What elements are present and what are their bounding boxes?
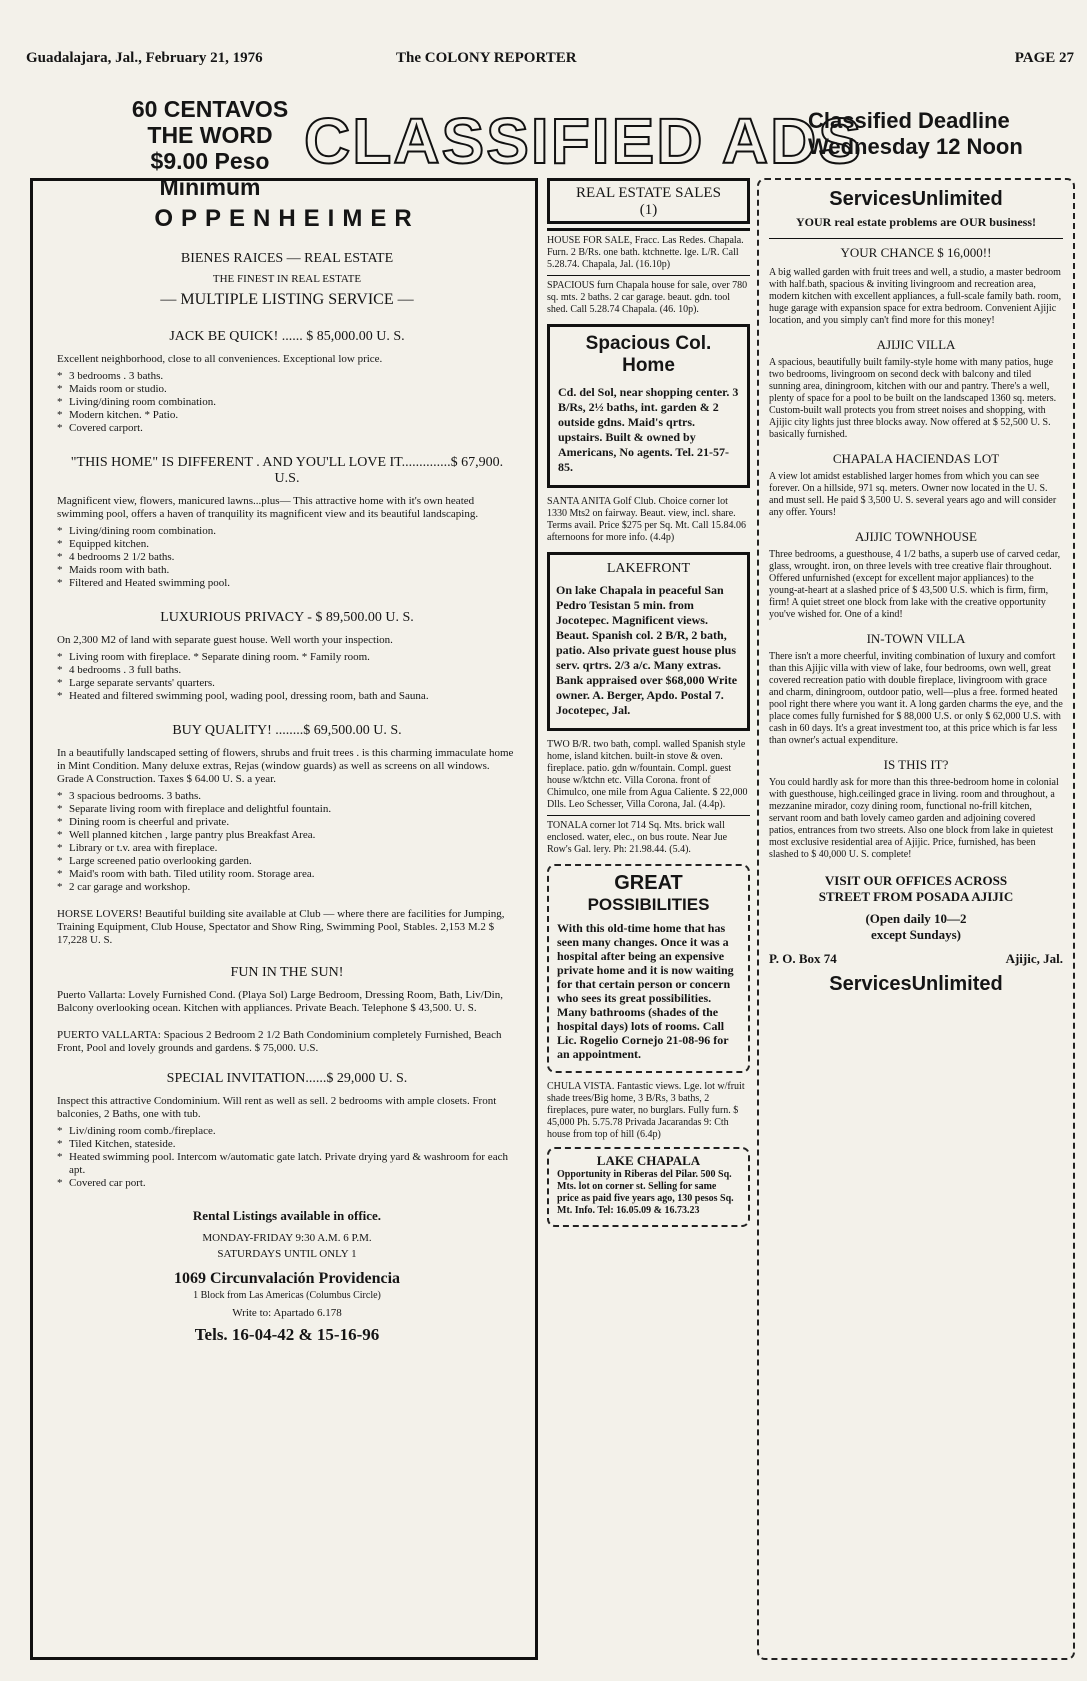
classified-ad: TWO B/R. two bath, compl. walled Spanish style home, island kitchen. built-in stove & oven. fireplace. patio. gdn w/fountain. Compl. guest house w/ktchn etc. Villa Corona. front of Chimulco, one mile from Agua Caliente. $ 22,000 Dlls. Leo Schesser, Villa Corona, Jal. (4.4p). xyxy=(547,739,748,810)
oppenheimer-ad xyxy=(30,178,538,1660)
listing-text: PUERTO VALLARTA: Spacious 2 Bedroom 2 1/2 Bath Condominium completely Furnished, Beach Front, Pool and lovely grounds and gardens. $ 75,000. U.S. xyxy=(57,1029,502,1054)
listing-text: Excellent neighborhood, close to all conveniences. Exceptional low price. xyxy=(57,353,383,365)
listing-text: Magnificent view, flowers, manicured lawns...plus— This attractive home with it's own heated swimming pool, offers a haven of tranquility its magnificent view and its beautiful landscaping. xyxy=(57,495,479,520)
town: Ajijic, Jal. xyxy=(1005,951,1063,966)
subtitle: THE FINEST IN REAL ESTATE xyxy=(212,273,362,285)
divider xyxy=(547,275,750,276)
display-ad-title: LAKEFRONT xyxy=(606,561,691,576)
feature: * Modern kitchen. * Patio. xyxy=(69,409,517,422)
tagline: YOUR real estate problems are OUR business! xyxy=(796,215,1036,229)
listing-features xyxy=(57,651,517,703)
feature: * Maids room with bath. xyxy=(69,564,517,577)
listing-heading: SPECIAL INVITATION......$ 29,000 U. S. xyxy=(166,1071,408,1086)
feature: * Filtered and Heated swimming pool. xyxy=(69,577,517,590)
listing-heading: IN-TOWN VILLA xyxy=(866,631,966,646)
office-visit: VISIT OUR OFFICES ACROSS STREET FROM POSADA AJIJIC xyxy=(818,873,1014,904)
office-hours: MONDAY-FRIDAY 9:30 A.M. 6 P.M. xyxy=(202,1232,372,1244)
deadline-line: Classified Deadline xyxy=(808,108,1010,133)
deadline-line: Wednesday 12 Noon xyxy=(808,134,1023,159)
deadline xyxy=(808,108,1078,160)
feature: * Liv/dining room comb./fireplace. xyxy=(69,1125,517,1138)
feature: * Heated and filtered swimming pool, wading pool, dressing room, bath and Sauna. xyxy=(69,690,517,703)
listing-heading: BUY QUALITY! ........$ 69,500.00 U. S. xyxy=(172,723,402,738)
display-ad xyxy=(547,324,750,488)
listing-features xyxy=(57,370,517,435)
feature: * 3 bedrooms . 3 baths. xyxy=(69,370,517,383)
real-estate-sales-column xyxy=(547,178,750,1227)
listing-heading: IS THIS IT? xyxy=(883,757,949,772)
listing-features xyxy=(57,790,517,894)
firm-name: OPPENHEIMER xyxy=(154,205,420,232)
display-ad-title: GREAT xyxy=(614,872,683,894)
listing-text: Inspect this attractive Condominium. Will rent as well as sell. 2 bedrooms with ample closets. Front balconies, 2 Baths, one with tub. xyxy=(57,1095,497,1120)
feature: * 3 spacious bedrooms. 3 baths. xyxy=(69,790,517,803)
listing-features xyxy=(57,1125,517,1190)
display-ad-text: On lake Chapala in peaceful San Pedro Tesistan 5 min. from Jocotepec. Magnificent views. Beaut. Spanish col. 2 B/R, 2 bath, patio. Also private guest house plus serv. qrtrs. 2/3 a/c. Many extras. Bank appraised over $68,000 Write owner. A. Berger, Apdo. Postal 7. Jocotepec, Jal. xyxy=(556,583,738,717)
listing-heading: "THIS HOME" IS DIFFERENT . AND YOU'LL LOVE IT..............$ 67,900. U.S. xyxy=(70,455,504,486)
office-address: 1069 Circunvalación Providencia xyxy=(173,1270,401,1287)
feature: * 2 car garage and workshop. xyxy=(69,881,517,894)
listing-text: A view lot amidst established larger homes from which you can see forever. On a hillside, 971 sq. meters. Owner now located in the U. S. and must sell. He paid $ 3,500 U. S. several years ago and will consider any offer. Yours! xyxy=(769,471,1057,518)
display-ad xyxy=(547,552,750,731)
listing-text: HORSE LOVERS! Beautiful building site available at Club — where there are facilities for Jumping, Training Equipment, Club House, Spectator and Show Ring, Swimming Pool, Stables. 2,153 M.2 $ 17,228 U. S. xyxy=(57,908,505,946)
feature: * Dining room is cheerful and private. xyxy=(69,816,517,829)
display-ad-text: Cd. del Sol, near shopping center. 3 B/Rs, 2½ baths, int. garden & 2 outside gdns. Maid's qrtrs. upstairs. Built & owned by Americans, No agents. Tel. 21-57-85. xyxy=(558,385,739,474)
rate-line: $9.00 Peso Minimum xyxy=(150,148,270,200)
feature: * Covered car port. xyxy=(69,1177,517,1190)
listing-heading: AJIJIC VILLA xyxy=(876,337,956,352)
brand-name-footer: ServicesUnlimited xyxy=(829,973,1003,995)
listing-heading: FUN IN THE SUN! xyxy=(230,965,344,980)
feature: * Well planned kitchen , large pantry plus Breakfast Area. xyxy=(69,829,517,842)
display-ad xyxy=(547,864,750,1073)
office-directions: 1 Block from Las Americas (Columbus Circle) xyxy=(193,1290,381,1301)
newspaper-name: The COLONY REPORTER xyxy=(396,50,577,66)
feature: * Equipped kitchen. xyxy=(69,538,517,551)
feature: * Large separate servants' quarters. xyxy=(69,677,517,690)
telephones: Tels. 16-04-42 & 15-16-96 xyxy=(194,1325,380,1344)
listing-text: On 2,300 M2 of land with separate guest house. Well worth your inspection. xyxy=(57,634,393,646)
feature: * Covered carport. xyxy=(69,422,517,435)
display-ad-text: With this old-time home that has seen many changes. Once it was a hospital after being an expensive private home and it is now waiting for that certain person or concern who sees its great possibilities. Many bathrooms (shades of the hospital days) lots of rooms. Call Lic. Rogelio Cornejo 21-08-96 for an appointment. xyxy=(557,921,734,1061)
feature: * Separate living room with fireplace and delightful fountain. xyxy=(69,803,517,816)
feature: * Heated swimming pool. Intercom w/automatic gate latch. Private drying yard & washroom for each apt. xyxy=(69,1151,517,1177)
listing-features xyxy=(57,525,517,590)
dateline: Guadalajara, Jal., February 21, 1976 xyxy=(26,50,263,66)
contact-line xyxy=(769,951,1063,967)
rate-line: THE WORD xyxy=(147,122,273,148)
feature: * Tiled Kitchen, stateside. xyxy=(69,1138,517,1151)
running-head xyxy=(26,50,1074,74)
section-title: CLASSIFIED ADS xyxy=(304,105,863,177)
listing-text: There isn't a more cheerful, inviting combination of luxury and comfort than this Ajijic villa with view of lake, four bedrooms, own well, great covered recreation patio with double fireplace, livingroom with grace and charm, diningroom, outdoor patio, well—plus a free. formed heated pool right there where you want it. A long garden charms the eye, and the place comes fully furnished for $ 88,000 U.S. or only $ 62,000 U.S. with cash in 60 days. It's a great investment too, at this price which is far less than owner's actual expenditure. xyxy=(769,651,1063,746)
divider xyxy=(547,228,750,231)
listing-text: A spacious, beautifully built family-style home with many patios, huge two bedrooms, livingroom on second deck with balcony and tiled sunning area, diningroom, kitchen with our and pantry. There's a well, plenty of space for a pool to be built on the landscaped 1360 sq. meters. Custom-built wall protects you from street noises and shopping, with Ajijic city lights just three blocks away. Now offered at $ 52,500 U. S. basically furnished. xyxy=(769,357,1057,440)
feature: * Large screened patio overlooking garden. xyxy=(69,855,517,868)
display-ad xyxy=(547,1147,750,1227)
mailing-address: Write to: Apartado 6.178 xyxy=(232,1307,342,1319)
display-ad-title: POSSIBILITIES xyxy=(587,895,710,914)
classified-ad: HOUSE FOR SALE, Fracc. Las Redes. Chapala. Furn. 2 B/Rs. one bath. ktchnette. lge. L/R. Call 5.28.74. Chapala, Jal. (16.10p) xyxy=(547,235,744,270)
feature: * 4 bedrooms . 3 full baths. xyxy=(69,664,517,677)
classified-ad: SPACIOUS furn Chapala house for sale, over 780 sq. mts. 2 baths. 2 car garage. beaut. gdn. tool shed. Call 5.28.74 Chapala. (46. 10p). xyxy=(547,280,748,315)
listing-text: Three bedrooms, a guesthouse, 4 1/2 baths, a superb use of carved cedar, glass, wrought. iron, on three levels with tree creative flair throughout. Offered unfurnished (except for excellent major appliances) to the young-at-heart at a slashed price of $ 43,500 U.S. which is firm, firm, firm! A quiet street one block from lake with the creative opportunity you've wished for. One of a kind! xyxy=(769,549,1061,620)
open-hours: except Sundays) xyxy=(871,927,961,942)
listing-text: Puerto Vallarta: Lovely Furnished Cond. (Playa Sol) Large Bedroom, Dressing Room, Bath, Liv/Din, Balcony overlooking ocean. Kitchen with appliances. Private Beach. Telephone $ 43,500. U. S. xyxy=(57,989,503,1014)
section-header-number: (1) xyxy=(639,202,658,218)
listing-heading: CHAPALA HACIENDAS LOT xyxy=(832,451,1000,466)
feature: * 4 bedrooms 2 1/2 baths. xyxy=(69,551,517,564)
subtitle: BIENES RAICES — REAL ESTATE xyxy=(180,251,394,266)
brand-name: ServicesUnlimited xyxy=(829,188,1003,210)
services-unlimited-ad xyxy=(757,178,1075,1660)
office-hours: SATURDAYS UNTIL ONLY 1 xyxy=(217,1248,357,1260)
page-number: PAGE 27 xyxy=(1014,50,1074,66)
classified-ad: SANTA ANITA Golf Club. Choice corner lot 1330 Mts2 on fairway. Beaut. view, incl. share. Terms avail. Price $275 per Sq. Mt. Call 15.84.06 afternoons for more info. (4.4p) xyxy=(547,496,746,543)
listing-text: A big walled garden with fruit trees and well, a studio, a master bedroom with half.bath, spacious & inviting livingroom and recreation area, modern kitchen with excellent appliances, a full-scale family bath. room, huge garage with expansion space for extra bedroom. Convenient Ajijic location, and you simply can't find more for this money! xyxy=(769,267,1062,326)
listing-heading: LUXURIOUS PRIVACY - $ 89,500.00 U. S. xyxy=(160,610,414,625)
feature: * Maids room or studio. xyxy=(69,383,517,396)
classified-ad: CHULA VISTA. Fantastic views. Lge. lot w/fruit shade trees/Big home, 3 B/Rs, 3 baths, 2 fireplaces, pure water, no burglars. Fully furn. $ 45,000 Ph. 5.75.78 Privada Jacarandas 9: Cth house from top of hill (6.4p) xyxy=(547,1081,745,1140)
subtitle: — MULTIPLE LISTING SERVICE — xyxy=(160,291,414,308)
listing-text: In a beautifully landscaped setting of flowers, shrubs and fruit trees . is this charming immaculate home in Mint Condition. Many deluxe extras, Rejas (window guards) as well as screens on all windows. Grade A Construction. Taxes $ 64.00 U. S. a year. xyxy=(57,747,514,785)
display-ad-title: Spacious Col. xyxy=(585,333,712,354)
feature: * Library or t.v. area with fireplace. xyxy=(69,842,517,855)
divider xyxy=(547,815,750,816)
rate-line: 60 CENTAVOS xyxy=(131,96,289,122)
display-ad-title: Home xyxy=(622,355,675,376)
display-ad-text: Opportunity in Riberas del Pilar. 500 Sq. Mts. lot on corner st. Selling for same price as paid five years ago, 130 pesos Sq. Mt. Info. Tel: 16.05.09 & 16.73.23 xyxy=(557,1169,734,1216)
divider xyxy=(769,238,1063,239)
feature: * Living/dining room combination. xyxy=(69,525,517,538)
listing-heading: JACK BE QUICK! ...... $ 85,000.00 U. S. xyxy=(169,329,405,344)
listing-heading: AJIJIC TOWNHOUSE xyxy=(855,529,977,544)
feature: * Maid's room with bath. Tiled utility room. Storage area. xyxy=(69,868,517,881)
listing-text: You could hardly ask for more than this three-bedroom home in colonial with guesthouse, high.ceilinged grace in living. room and throughout, a mezzanine mirador, cozy dining room, functional no-frill kitchen, servant room and bath lovely cameo garden and adjoining covered patios, entrances from two streets. Also one block from lake in quietest most exclusive residential area of Ajijic. Price, furnished, has been slashed to $ 40,000 U. S. complete! xyxy=(769,777,1059,860)
po-box: P. O. Box 74 xyxy=(769,951,837,966)
section-header xyxy=(547,178,750,224)
classified-ad: TONALA corner lot 714 Sq. Mts. brick wall enclosed. water, elec., on bus route. Near Jue Row's Gal. lery. Ph: 21.98.44. (5.4). xyxy=(547,820,728,855)
section-header-title: REAL ESTATE SALES xyxy=(576,185,721,201)
feature: * Living/dining room combination. xyxy=(69,396,517,409)
feature: * Living room with fireplace. * Separate dining room. * Family room. xyxy=(69,651,517,664)
open-hours: (Open daily 10—2 xyxy=(865,911,967,926)
listing-heading: YOUR CHANCE $ 16,000!! xyxy=(840,245,992,260)
display-ad-title: LAKE CHAPALA xyxy=(596,1153,701,1168)
rental-note: Rental Listings available in office. xyxy=(192,1208,382,1223)
